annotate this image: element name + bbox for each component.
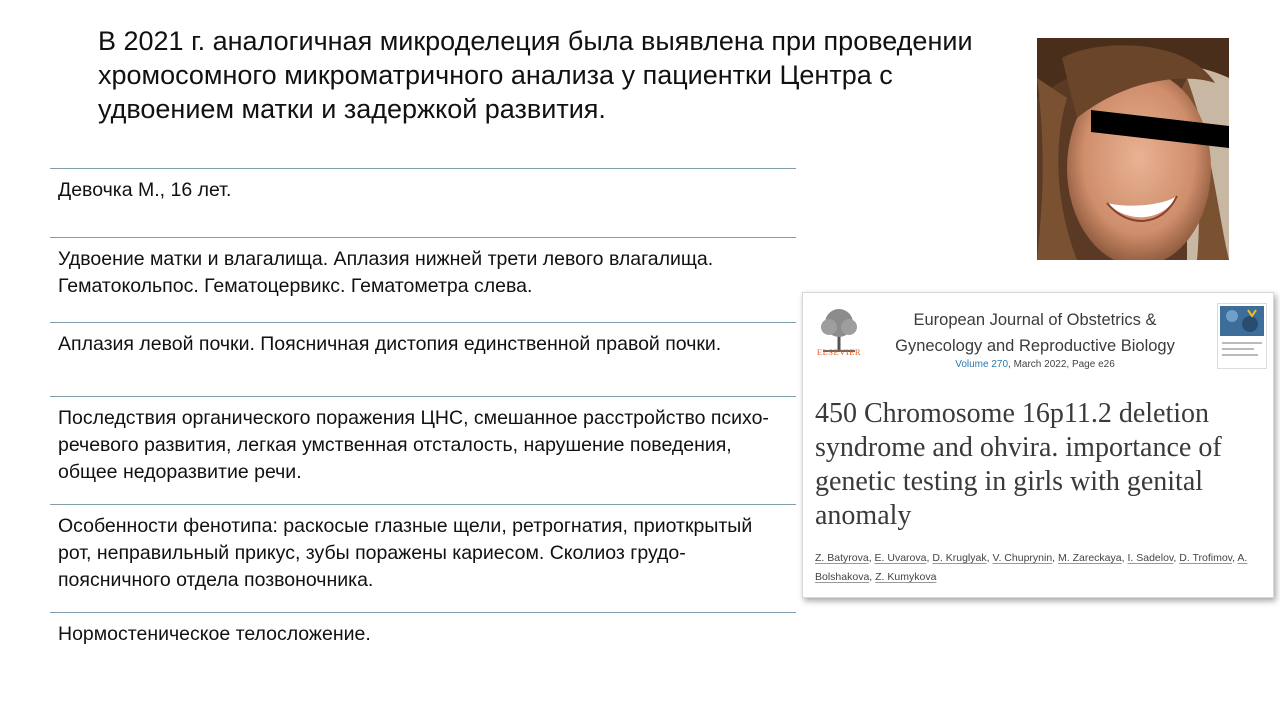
author-link[interactable]: A. Bolshakova bbox=[815, 552, 1248, 583]
journal-issue bbox=[875, 359, 1195, 370]
volume-link[interactable]: Volume 270 bbox=[955, 359, 1009, 370]
finding-row: Аплазия левой почки. Поясничная дистопия единственной правой почки. bbox=[50, 322, 796, 396]
journal-cover-thumbnail[interactable] bbox=[1217, 303, 1267, 369]
author-link[interactable]: Z. Kumykova bbox=[875, 571, 937, 583]
article-card bbox=[802, 292, 1274, 598]
author-link[interactable]: M. Zareckaya bbox=[1058, 552, 1122, 564]
article-title: 450 Chromosome 16p11.2 deletion syndrome and ohvira. importance of genetic testing in girls with genital anomaly bbox=[815, 398, 1222, 531]
journal-name-line2[interactable]: Gynecology and Reproductive Biology bbox=[895, 337, 1175, 355]
findings-list bbox=[50, 168, 796, 652]
author-link[interactable]: V. Chuprynin bbox=[992, 552, 1053, 564]
patient-photo bbox=[1037, 38, 1229, 260]
patient-photo-image bbox=[1037, 38, 1229, 260]
elsevier-wordmark: ELSEVIER bbox=[816, 347, 862, 357]
author-link[interactable]: D. Kruglyak bbox=[932, 552, 987, 564]
journal-name-line1[interactable]: European Journal of Obstetrics & bbox=[913, 311, 1157, 329]
author-link[interactable]: Z. Batyrova bbox=[815, 552, 869, 564]
author-link[interactable]: I. Sadelov bbox=[1127, 552, 1174, 564]
finding-row: Нормостеническое телосложение. bbox=[50, 612, 796, 652]
issue-details: , March 2022, Page e26 bbox=[1008, 359, 1115, 370]
finding-row: Особенности фенотипа: раскосые глазные щели, ретрогнатия, приоткрытый рот, неправильный прикус, зубы поражены кариесом. Сколиоз грудо-поясничного отдела позвоночника. bbox=[50, 504, 796, 612]
slide-title: В 2021 г. аналогичная микроделеция была выявлена при проведении хромосомного микроматричного анализа у пациентки Центра с удвоением матки и задержкой развития. bbox=[98, 26, 973, 124]
journal-name[interactable] bbox=[875, 307, 1195, 359]
author-link[interactable]: D. Trofimov bbox=[1179, 552, 1233, 564]
author-link[interactable]: E. Uvarova bbox=[874, 552, 927, 564]
authors-list: Z. Batyrova, E. Uvarova, D. Kruglyak, V. Chuprynin, M. Zareckaya, I. Sadelov, D. Trofimov, A. Bolshakova, Z. Kumykova bbox=[815, 552, 1248, 583]
finding-row: Удвоение матки и влагалища. Аплазия нижней трети левого влагалища. Гематокольпос. Гематоцервикс. Гематометра слева. bbox=[50, 237, 796, 322]
finding-row: Последствия органического поражения ЦНС, смешанное расстройство психо-речевого развития, легкая умственная отсталость, нарушение поведения, общее недоразвитие речи. bbox=[50, 396, 796, 504]
finding-row: Девочка М., 16 лет. bbox=[50, 168, 796, 237]
